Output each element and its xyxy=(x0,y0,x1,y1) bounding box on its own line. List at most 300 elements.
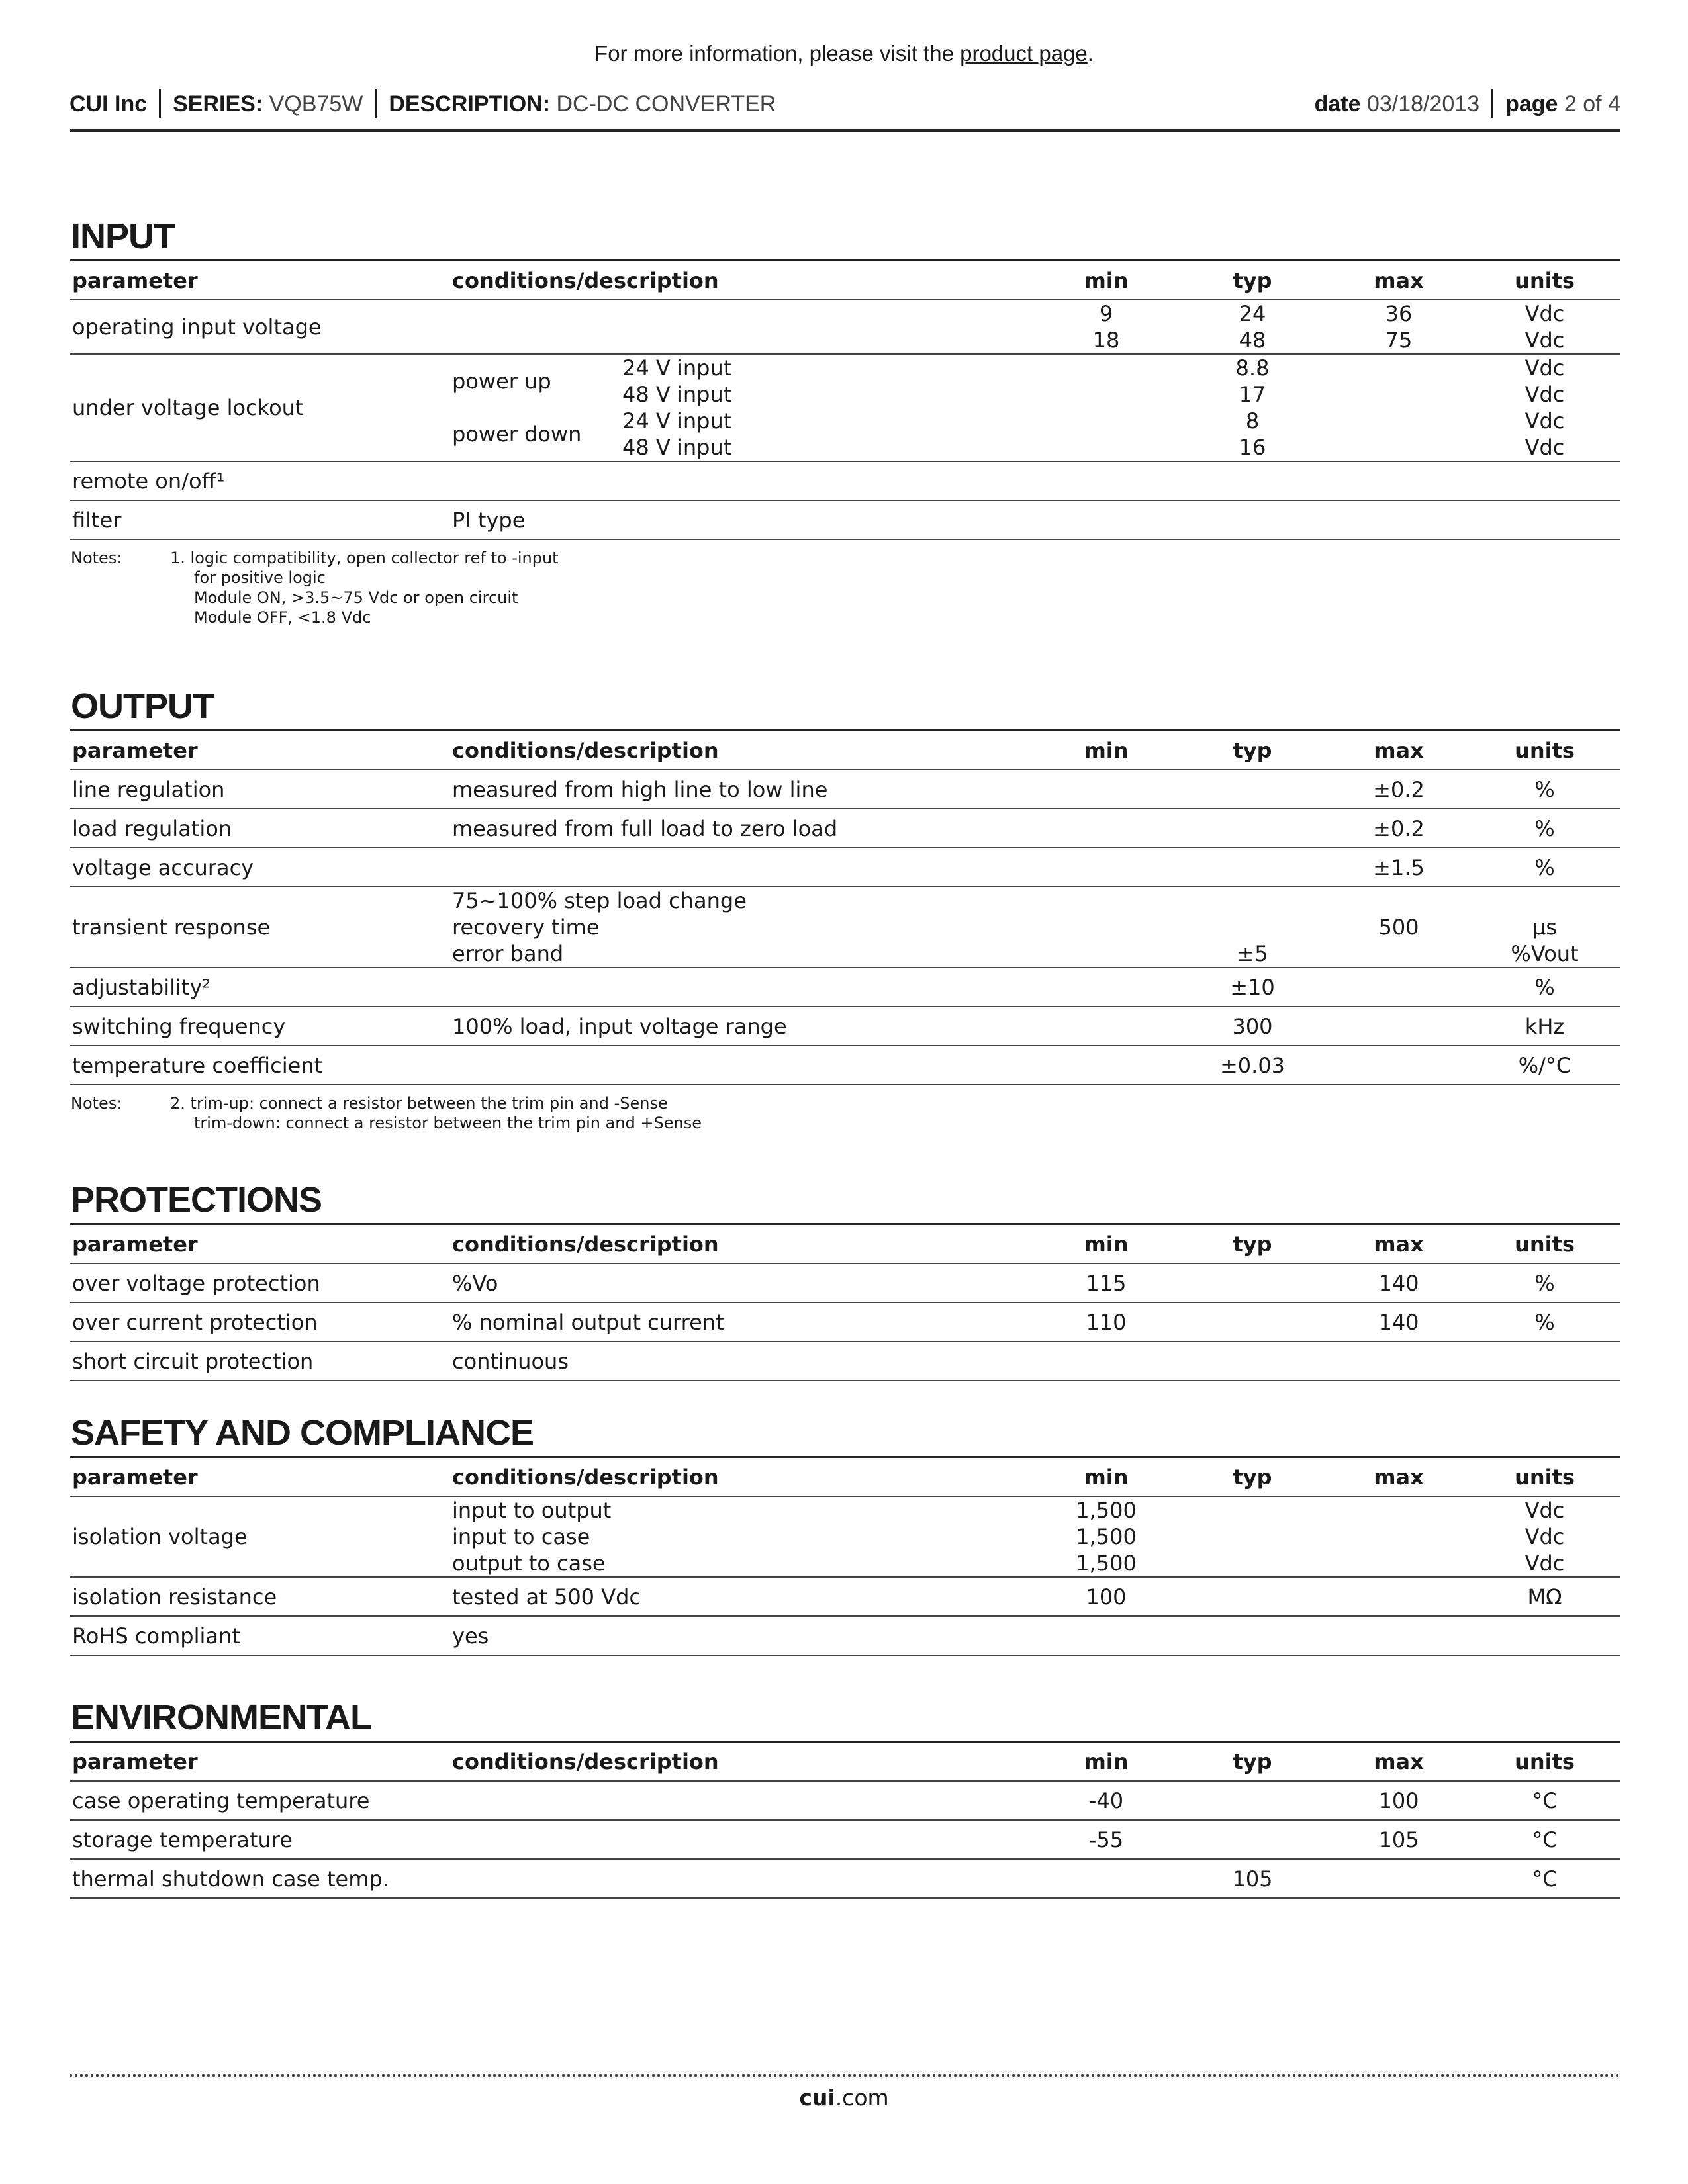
parameter-cell: operating input voltage xyxy=(72,314,322,340)
typ-cell xyxy=(1176,1342,1329,1381)
notes xyxy=(70,1093,1620,1133)
typ-cell xyxy=(1176,300,1329,354)
min-value: 1,500 xyxy=(1076,1551,1137,1576)
condition-line: yes xyxy=(452,1623,489,1649)
page-value: 2 of 4 xyxy=(1564,91,1620,116)
conditions-cell xyxy=(449,1496,1036,1577)
footer-url xyxy=(0,2085,1688,2111)
condition-line: error band xyxy=(452,941,564,966)
max-value: ±0.2 xyxy=(1373,776,1425,802)
units-value: % xyxy=(1534,974,1555,1000)
table-row xyxy=(70,500,1620,539)
divider xyxy=(375,89,377,118)
max-cell xyxy=(1329,1820,1469,1859)
min-cell xyxy=(1036,848,1176,887)
divider xyxy=(1491,89,1493,118)
parameter-cell: isolation resistance xyxy=(72,1584,277,1610)
column-header-max: max xyxy=(1374,737,1424,763)
series-label: SERIES: xyxy=(173,91,263,116)
header-rule xyxy=(70,129,1620,132)
units-value: Vdc xyxy=(1524,408,1565,433)
conditions-cell xyxy=(449,770,1036,809)
min-cell xyxy=(1036,1342,1176,1381)
column-header-min: min xyxy=(1084,267,1129,293)
column-header-min: min xyxy=(1084,1749,1129,1774)
column-header-typ: typ xyxy=(1233,267,1272,293)
min-cell xyxy=(1036,1859,1176,1898)
notes-text xyxy=(170,1093,1620,1133)
date-label: date xyxy=(1314,91,1361,116)
table-row xyxy=(70,1616,1620,1655)
page-label: page xyxy=(1505,91,1558,116)
max-cell xyxy=(1329,500,1469,539)
units-value: % xyxy=(1534,1270,1555,1296)
units-value: Vdc xyxy=(1524,1551,1565,1576)
units-cell xyxy=(1469,809,1620,848)
table-header-row xyxy=(70,1224,1620,1264)
parameter-cell: remote on/off¹ xyxy=(72,468,225,494)
units-value xyxy=(1472,887,1618,914)
units-cell xyxy=(1469,1781,1620,1820)
product-page-link[interactable]: product page xyxy=(960,41,1088,66)
note-line: trim-down: connect a resistor between the trim pin and +Sense xyxy=(194,1114,702,1132)
product-page-notice xyxy=(0,41,1688,66)
typ-cell xyxy=(1176,1007,1329,1046)
typ-value: 300 xyxy=(1232,1013,1273,1039)
column-header-min: min xyxy=(1084,737,1129,763)
min-cell xyxy=(1036,770,1176,809)
table-row xyxy=(70,1820,1620,1859)
parameter-cell: storage temperature xyxy=(72,1827,293,1852)
spec-table xyxy=(70,1456,1620,1656)
min-value: 115 xyxy=(1086,1270,1127,1296)
max-cell xyxy=(1329,1616,1469,1655)
conditions-cell xyxy=(449,354,1036,461)
max-value xyxy=(1331,940,1466,967)
units-cell xyxy=(1469,1859,1620,1898)
note-line: 1. logic compatibility, open collector ref to -input xyxy=(170,549,559,567)
table-row xyxy=(70,848,1620,887)
condition-line: 24 V input xyxy=(622,355,732,381)
column-header-min: min xyxy=(1084,1231,1129,1257)
max-cell xyxy=(1329,848,1469,887)
condition-group xyxy=(452,408,1033,461)
column-header-conditions-description: conditions/description xyxy=(452,737,719,763)
condition-line: input to case xyxy=(452,1524,590,1549)
parameter-cell: isolation voltage xyxy=(72,1524,248,1549)
table-row xyxy=(70,1577,1620,1616)
condition-line: output to case xyxy=(452,1551,606,1576)
column-header-parameter: parameter xyxy=(72,1749,198,1774)
table-header-row xyxy=(70,261,1620,300)
min-cell xyxy=(1036,1302,1176,1342)
column-header-parameter: parameter xyxy=(72,1464,198,1490)
min-cell xyxy=(1036,1007,1176,1046)
table-row xyxy=(70,1781,1620,1820)
condition-line: %Vo xyxy=(452,1270,498,1296)
section-title: OUTPUT xyxy=(71,686,214,726)
condition-group-lines xyxy=(622,408,731,461)
table-row xyxy=(70,809,1620,848)
notes-label: Notes: xyxy=(71,1094,122,1113)
max-value: 100 xyxy=(1378,1788,1419,1813)
conditions-cell xyxy=(449,500,1036,539)
condition-group-lines xyxy=(622,355,731,408)
units-value: %/°C xyxy=(1518,1052,1571,1078)
table-row xyxy=(70,770,1620,809)
min-value: 100 xyxy=(1086,1584,1127,1610)
footer-rule xyxy=(70,2074,1620,2077)
typ-value: 16 xyxy=(1239,435,1266,460)
min-cell xyxy=(1036,809,1176,848)
units-value: Vdc xyxy=(1524,435,1565,460)
typ-value xyxy=(1179,887,1326,914)
units-value: Vdc xyxy=(1524,1524,1565,1549)
units-cell xyxy=(1469,968,1620,1007)
section-title: INPUT xyxy=(71,216,175,256)
section-title: SAFETY AND COMPLIANCE xyxy=(71,1413,534,1453)
note-line: for positive logic xyxy=(194,569,326,587)
notes-label: Notes: xyxy=(71,549,122,567)
units-value: Vdc xyxy=(1524,1498,1565,1523)
notice-text: For more information, please visit the xyxy=(594,41,961,66)
typ-cell xyxy=(1176,848,1329,887)
units-value: °C xyxy=(1532,1788,1558,1813)
min-cell xyxy=(1036,887,1176,968)
units-value: Vdc xyxy=(1524,301,1565,326)
column-header-min: min xyxy=(1084,1464,1129,1490)
description-label: DESCRIPTION: xyxy=(389,91,551,116)
typ-cell xyxy=(1176,461,1329,500)
typ-value: 8 xyxy=(1245,408,1260,433)
max-value: 140 xyxy=(1378,1309,1419,1335)
condition-line: 100% load, input voltage range xyxy=(452,1013,787,1039)
max-value: 75 xyxy=(1385,328,1413,353)
units-cell xyxy=(1469,354,1620,461)
footer-domain: .com xyxy=(835,2085,889,2111)
conditions-cell xyxy=(449,1781,1036,1820)
min-cell xyxy=(1036,300,1176,354)
conditions-cell xyxy=(449,848,1036,887)
max-cell xyxy=(1329,1342,1469,1381)
max-cell xyxy=(1329,770,1469,809)
max-cell xyxy=(1329,887,1469,968)
units-cell xyxy=(1469,1007,1620,1046)
column-header-max: max xyxy=(1374,1464,1424,1490)
units-value: % xyxy=(1534,1309,1555,1335)
footer-brand: cui xyxy=(799,2085,835,2111)
note-line: Module OFF, <1.8 Vdc xyxy=(194,608,371,627)
typ-cell xyxy=(1176,1616,1329,1655)
condition-line: PI type xyxy=(452,507,526,533)
condition-line: 48 V input xyxy=(622,435,732,460)
table-row xyxy=(70,300,1620,354)
condition-line: 48 V input xyxy=(622,382,732,407)
table-row xyxy=(70,887,1620,968)
max-cell xyxy=(1329,1263,1469,1302)
condition-line: measured from high line to low line xyxy=(452,776,828,802)
min-cell xyxy=(1036,968,1176,1007)
column-header-typ: typ xyxy=(1233,1231,1272,1257)
parameter-cell: voltage accuracy xyxy=(72,854,254,880)
column-header-units: units xyxy=(1515,267,1575,293)
units-cell xyxy=(1469,770,1620,809)
condition-line: % nominal output current xyxy=(452,1309,724,1335)
table-row xyxy=(70,1046,1620,1085)
units-cell xyxy=(1469,500,1620,539)
typ-value: 17 xyxy=(1239,382,1266,407)
units-cell xyxy=(1469,1577,1620,1616)
typ-value: ±10 xyxy=(1230,974,1275,1000)
typ-value: 105 xyxy=(1232,1866,1273,1891)
units-value: µs xyxy=(1532,915,1558,940)
units-cell xyxy=(1469,1302,1620,1342)
column-header-max: max xyxy=(1374,1749,1424,1774)
parameter-cell: under voltage lockout xyxy=(72,395,304,420)
min-cell xyxy=(1036,1046,1176,1085)
column-header-units: units xyxy=(1515,1231,1575,1257)
table-row xyxy=(70,1496,1620,1577)
notes-text xyxy=(170,548,1620,627)
conditions-cell xyxy=(449,1820,1036,1859)
max-cell xyxy=(1329,809,1469,848)
divider xyxy=(159,89,161,118)
typ-cell xyxy=(1176,1859,1329,1898)
spec-table xyxy=(70,259,1620,540)
min-value: -55 xyxy=(1088,1827,1124,1852)
units-value: °C xyxy=(1532,1827,1558,1852)
units-cell xyxy=(1469,887,1620,968)
units-value: Vdc xyxy=(1524,355,1565,381)
typ-cell xyxy=(1176,1820,1329,1859)
min-cell xyxy=(1036,1616,1176,1655)
section-title: PROTECTIONS xyxy=(71,1180,322,1220)
conditions-cell xyxy=(449,1263,1036,1302)
typ-cell xyxy=(1176,354,1329,461)
column-header-max: max xyxy=(1374,1231,1424,1257)
section-input xyxy=(70,213,1620,627)
min-value: 9 xyxy=(1099,301,1113,326)
max-cell xyxy=(1329,968,1469,1007)
date-value: 03/18/2013 xyxy=(1366,91,1480,116)
typ-value: 24 xyxy=(1239,301,1266,326)
table-row xyxy=(70,461,1620,500)
max-value: ±1.5 xyxy=(1373,854,1425,880)
typ-cell xyxy=(1176,1302,1329,1342)
units-value: %Vout xyxy=(1511,941,1579,966)
max-value: ±0.2 xyxy=(1373,815,1425,841)
notes xyxy=(70,548,1620,627)
parameter-cell: RoHS compliant xyxy=(72,1623,240,1649)
table-header-row xyxy=(70,1742,1620,1782)
parameter-cell: load regulation xyxy=(72,815,232,841)
typ-cell xyxy=(1176,887,1329,968)
condition-group-label: power up xyxy=(452,369,551,394)
conditions-cell xyxy=(449,1302,1036,1342)
notice-suffix: . xyxy=(1087,41,1094,66)
min-cell xyxy=(1036,500,1176,539)
conditions-cell xyxy=(449,1007,1036,1046)
min-value: -40 xyxy=(1088,1788,1124,1813)
typ-cell xyxy=(1176,1577,1329,1616)
min-cell xyxy=(1036,1820,1176,1859)
conditions-cell xyxy=(449,1342,1036,1381)
max-cell xyxy=(1329,1859,1469,1898)
table-row xyxy=(70,1302,1620,1342)
parameter-cell: case operating temperature xyxy=(72,1788,370,1813)
column-header-conditions-description: conditions/description xyxy=(452,1231,719,1257)
parameter-cell: transient response xyxy=(72,915,271,940)
conditions-cell xyxy=(449,968,1036,1007)
table-row xyxy=(70,968,1620,1007)
typ-cell xyxy=(1176,1496,1329,1577)
parameter-cell: switching frequency xyxy=(72,1013,286,1039)
max-cell xyxy=(1329,354,1469,461)
units-value: % xyxy=(1534,815,1555,841)
typ-cell xyxy=(1176,1046,1329,1085)
conditions-cell xyxy=(449,1859,1036,1898)
max-value: 500 xyxy=(1378,915,1419,940)
units-cell xyxy=(1469,1496,1620,1577)
units-cell xyxy=(1469,1046,1620,1085)
parameter-cell: over voltage protection xyxy=(72,1270,320,1296)
description-value: DC-DC CONVERTER xyxy=(556,91,776,116)
section-title: ENVIRONMENTAL xyxy=(71,1698,371,1737)
conditions-cell xyxy=(449,1616,1036,1655)
units-value: MΩ xyxy=(1527,1584,1562,1610)
units-cell xyxy=(1469,1342,1620,1381)
units-value: kHz xyxy=(1524,1013,1565,1039)
table-header-row xyxy=(70,731,1620,770)
typ-value xyxy=(1179,914,1326,940)
conditions-cell xyxy=(449,887,1036,968)
max-cell xyxy=(1329,1781,1469,1820)
column-header-typ: typ xyxy=(1233,737,1272,763)
table-row xyxy=(70,1859,1620,1898)
company-name: CUI Inc xyxy=(70,91,148,116)
column-header-typ: typ xyxy=(1233,1464,1272,1490)
max-cell xyxy=(1329,461,1469,500)
min-value: 110 xyxy=(1086,1309,1127,1335)
column-header-typ: typ xyxy=(1233,1749,1272,1774)
column-header-units: units xyxy=(1515,1749,1575,1774)
typ-value: 48 xyxy=(1239,328,1266,353)
typ-cell xyxy=(1176,1781,1329,1820)
conditions-cell xyxy=(449,1577,1036,1616)
max-cell xyxy=(1329,1496,1469,1577)
table-row xyxy=(70,1263,1620,1302)
min-value: 1,500 xyxy=(1076,1524,1137,1549)
typ-cell xyxy=(1176,500,1329,539)
max-cell xyxy=(1329,1007,1469,1046)
section-protections xyxy=(70,1177,1620,1381)
series-value: VQB75W xyxy=(269,91,363,116)
section-output xyxy=(70,683,1620,1133)
max-cell xyxy=(1329,1046,1469,1085)
parameter-cell: filter xyxy=(72,507,122,533)
max-value: 36 xyxy=(1385,301,1413,326)
parameter-cell: line regulation xyxy=(72,776,225,802)
units-cell xyxy=(1469,1616,1620,1655)
column-header-conditions-description: conditions/description xyxy=(452,1749,719,1774)
units-value: % xyxy=(1534,854,1555,880)
parameter-cell: adjustability² xyxy=(72,974,211,1000)
units-value: °C xyxy=(1532,1866,1558,1891)
conditions-cell xyxy=(449,1046,1036,1085)
typ-cell xyxy=(1176,968,1329,1007)
units-value: % xyxy=(1534,776,1555,802)
table-row xyxy=(70,1342,1620,1381)
conditions-cell xyxy=(449,300,1036,354)
column-header-parameter: parameter xyxy=(72,737,198,763)
column-header-parameter: parameter xyxy=(72,1231,198,1257)
note-line: Module ON, >3.5~75 Vdc or open circuit xyxy=(194,588,518,607)
column-header-units: units xyxy=(1515,1464,1575,1490)
typ-value: 8.8 xyxy=(1235,355,1270,381)
spec-table xyxy=(70,1741,1620,1899)
max-value xyxy=(1331,887,1466,914)
column-header-parameter: parameter xyxy=(72,267,198,293)
typ-cell xyxy=(1176,809,1329,848)
spec-table xyxy=(70,1223,1620,1381)
table-row xyxy=(70,354,1620,461)
spec-table xyxy=(70,729,1620,1085)
max-cell xyxy=(1329,1302,1469,1342)
condition-group-label: power down xyxy=(452,422,582,447)
typ-cell xyxy=(1176,1263,1329,1302)
parameter-cell: temperature coefficient xyxy=(72,1052,323,1078)
parameter-cell: short circuit protection xyxy=(72,1348,314,1374)
condition-line: tested at 500 Vdc xyxy=(452,1584,641,1610)
min-value: 1,500 xyxy=(1076,1498,1137,1523)
units-value: Vdc xyxy=(1524,382,1565,407)
units-cell xyxy=(1469,461,1620,500)
min-cell xyxy=(1036,354,1176,461)
typ-value: ±5 xyxy=(1237,941,1268,966)
min-cell xyxy=(1036,1263,1176,1302)
document-header xyxy=(70,87,1620,120)
min-value: 18 xyxy=(1092,328,1120,353)
typ-cell xyxy=(1176,770,1329,809)
column-header-conditions-description: conditions/description xyxy=(452,1464,719,1490)
typ-value: ±0.03 xyxy=(1219,1052,1286,1078)
conditions-cell xyxy=(449,809,1036,848)
section-environmental xyxy=(70,1694,1620,1899)
table-header-row xyxy=(70,1457,1620,1497)
parameter-cell: thermal shutdown case temp. xyxy=(72,1866,389,1891)
condition-group xyxy=(452,355,1033,408)
section-safety-and-compliance xyxy=(70,1410,1620,1656)
parameter-cell: over current protection xyxy=(72,1309,318,1335)
max-cell xyxy=(1329,300,1469,354)
max-cell xyxy=(1329,1577,1469,1616)
units-value: Vdc xyxy=(1524,328,1565,353)
condition-line: recovery time xyxy=(452,915,600,940)
conditions-cell xyxy=(449,461,1036,500)
table-row xyxy=(70,1007,1620,1046)
column-header-conditions-description: conditions/description xyxy=(452,267,719,293)
max-value: 140 xyxy=(1378,1270,1419,1296)
min-cell xyxy=(1036,1781,1176,1820)
condition-line: 24 V input xyxy=(622,408,732,433)
condition-line: measured from full load to zero load xyxy=(452,815,838,841)
max-value: 105 xyxy=(1378,1827,1419,1852)
condition-line: continuous xyxy=(452,1348,569,1374)
units-cell xyxy=(1469,848,1620,887)
min-cell xyxy=(1036,461,1176,500)
min-cell xyxy=(1036,1577,1176,1616)
units-cell xyxy=(1469,300,1620,354)
